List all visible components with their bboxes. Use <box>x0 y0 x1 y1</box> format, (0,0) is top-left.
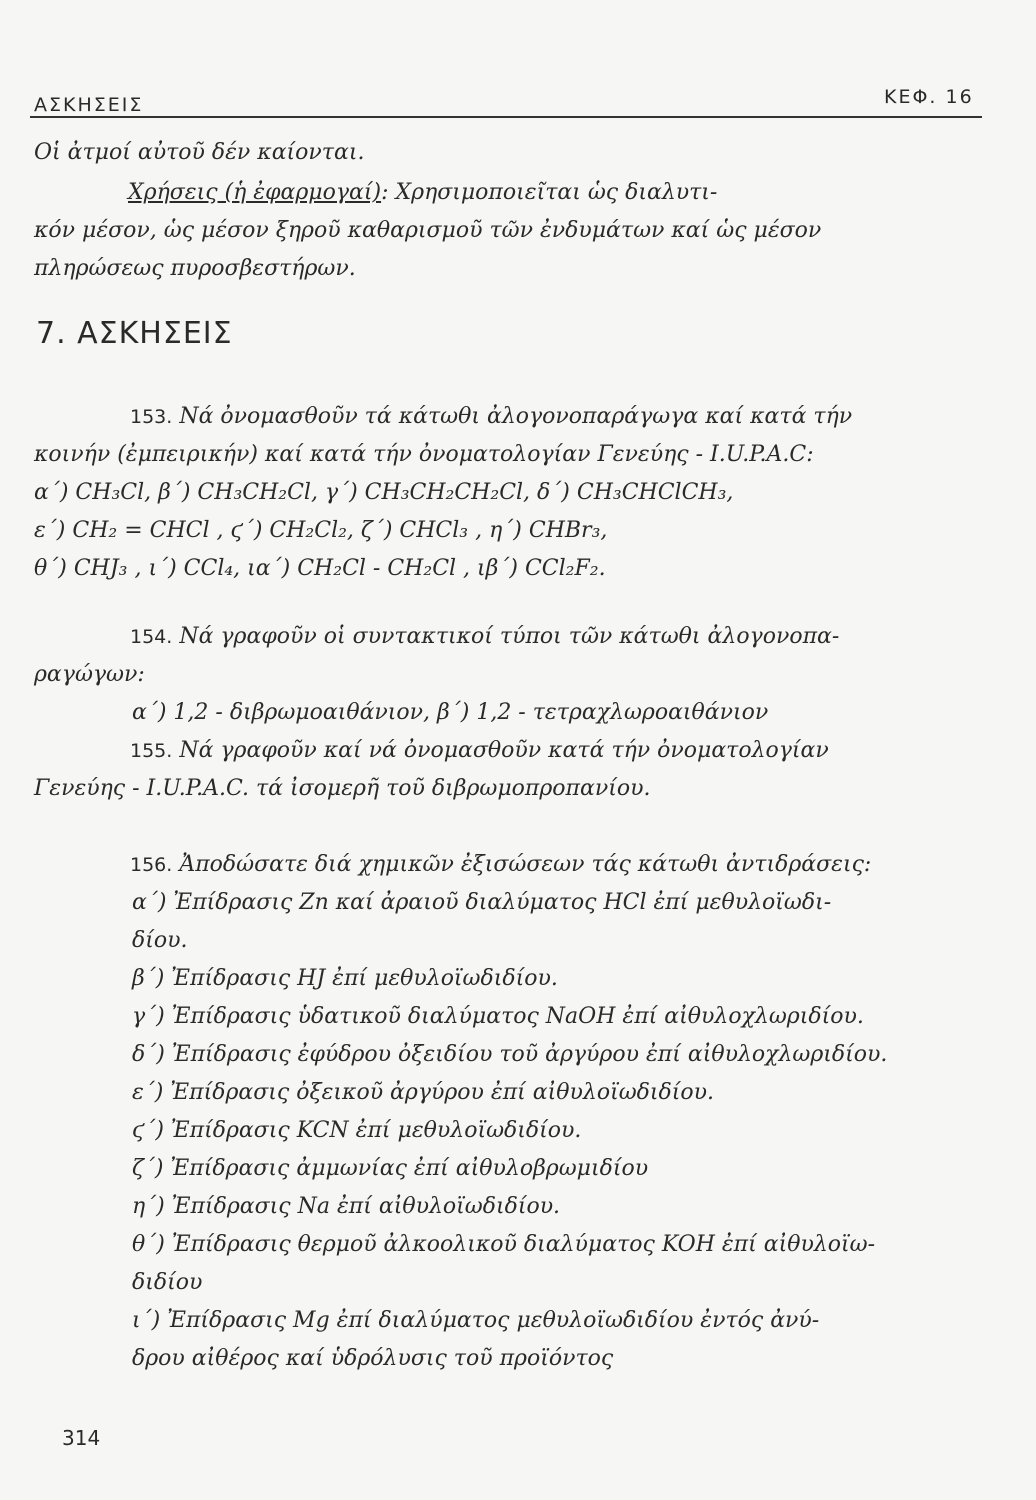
ex156-item-z: ζ΄) Ἐπίδρασις ἀμμωνίας ἐπί αἰθυλοβρωμιδίου <box>132 1156 649 1181</box>
intro-line-1: Οἱ ἀτμοί αὐτοῦ δέν καίονται. <box>34 140 365 165</box>
running-header-left: ΑΣΚΗΣΕΙΣ <box>34 94 144 116</box>
ex156-item-d: δ΄) Ἐπίδρασις ἐφύδρου ὀξειδίου τοῦ ἀργύρου ἐπί αἰθυλοχλωριδίου. <box>132 1042 888 1067</box>
ex156-number: 156. <box>130 854 173 876</box>
ex156-item-h: η΄) Ἐπίδρασις Na ἐπί αἰθυλοϊωδιδίου. <box>132 1194 561 1219</box>
ex155-line-2: Γενεύης - I.U.P.A.C. τά ἰσομερῆ τοῦ διβρωμοπροπανίου. <box>34 776 651 801</box>
ex153-line-4: ε΄) CH₂ = CHCl , ϛ΄) CH₂Cl₂, ζ΄) CHCl₃ , η΄) CHBr₃, <box>34 518 608 543</box>
ex156-text: Ἀποδώσατε διά χημικῶν ἐξισώσεων τάς κάτωθι ἀντιδράσεις: <box>179 852 872 877</box>
ex153-text: Νά ὀνομασθοῦν τά κάτωθι ἀλογονοπαράγωγα καί κατά τήν <box>179 404 853 429</box>
ex156-item-th-cont: διδίου <box>132 1270 203 1295</box>
section-title: 7. ΑΣΚΗΣΕΙΣ <box>36 316 233 351</box>
ex154-text: Νά γραφοῦν οἱ συντακτικοί τύποι τῶν κάτωθι ἀλογονοπα- <box>179 624 840 649</box>
ex154-line-1 <box>130 624 839 650</box>
ex156-item-i-cont: δρου αἰθέρος καί ὑδρόλυσις τοῦ προϊόντος <box>132 1346 614 1371</box>
ex155-number: 155. <box>130 740 173 762</box>
ex156-line-1 <box>130 852 871 878</box>
ex153-line-1 <box>130 404 852 430</box>
running-header-right: ΚΕΦ. 16 <box>884 86 974 108</box>
ex153-line-5: θ΄) CHJ₃ , ι΄) CCl₄, ια΄) CH₂Cl - CH₂Cl , ιβ΄) CCl₂F₂. <box>34 556 606 581</box>
ex156-item-a-cont: δίου. <box>132 928 188 953</box>
ex156-item-g: γ΄) Ἐπίδρασις ὑδατικοῦ διαλύματος NaOH ἐπί αἰθυλοχλωριδίου. <box>132 1004 864 1029</box>
ex156-item-b: β΄) Ἐπίδρασις HJ ἐπί μεθυλοϊωδιδίου. <box>132 966 558 991</box>
ex153-line-2: κοινήν (ἐμπειρικήν) καί κατά τήν ὀνοματολογίαν Γενεύης - I.U.P.A.C: <box>34 442 814 467</box>
ex153-number: 153. <box>130 406 173 428</box>
ex154-number: 154. <box>130 626 173 648</box>
ex156-item-th: θ΄) Ἐπίδρασις θερμοῦ ἀλκοολικοῦ διαλύματος KOH ἐπί αἰθυλοϊω- <box>132 1232 876 1257</box>
ex155-text: Νά γραφοῦν καί νά ὀνομασθοῦν κατά τήν ὀνοματολογίαν <box>179 738 829 763</box>
ex153-line-3: α΄) CH₃Cl, β΄) CH₃CH₂Cl, γ΄) CH₃CH₂CH₂Cl, δ΄) CH₃CHClCH₃, <box>34 480 734 505</box>
uses-heading: Χρήσεις (ἡ ἐφαρμογαί) <box>128 180 382 205</box>
ex155-line-1 <box>130 738 829 764</box>
ex156-item-st: ϛ΄) Ἐπίδρασις KCN ἐπί μεθυλοϊωδιδίου. <box>132 1118 582 1143</box>
ex156-item-e: ε΄) Ἐπίδρασις ὀξεικοῦ ἀργύρου ἐπί αἰθυλοϊωδιδίου. <box>132 1080 715 1105</box>
ex156-item-a: α΄) Ἐπίδρασις Zn καί ἀραιοῦ διαλύματος HCl ἐπί μεθυλοϊωδι- <box>132 890 832 915</box>
intro-line-4: πληρώσεως πυροσβεστήρων. <box>34 256 356 281</box>
ex156-item-i: ι΄) Ἐπίδρασις Mg ἐπί διαλύματος μεθυλοϊωδιδίου ἐντός ἀνύ- <box>132 1308 820 1333</box>
ex154-line-3: α΄) 1,2 - διβρωμοαιθάνιον, β΄) 1,2 - τετραχλωροαιθάνιον <box>132 700 769 725</box>
intro-line-3: κόν μέσον, ὡς μέσον ξηροῦ καθαρισμοῦ τῶν ἐνδυμάτων καί ὡς μέσον <box>34 218 822 243</box>
uses-text: : Χρησιμοποιεῖται ὡς διαλυτι- <box>381 180 718 205</box>
header-rule <box>30 116 982 118</box>
intro-uses-line <box>128 180 717 206</box>
ex154-line-2: ραγώγων: <box>34 662 145 687</box>
page-number: 314 <box>62 1426 101 1450</box>
